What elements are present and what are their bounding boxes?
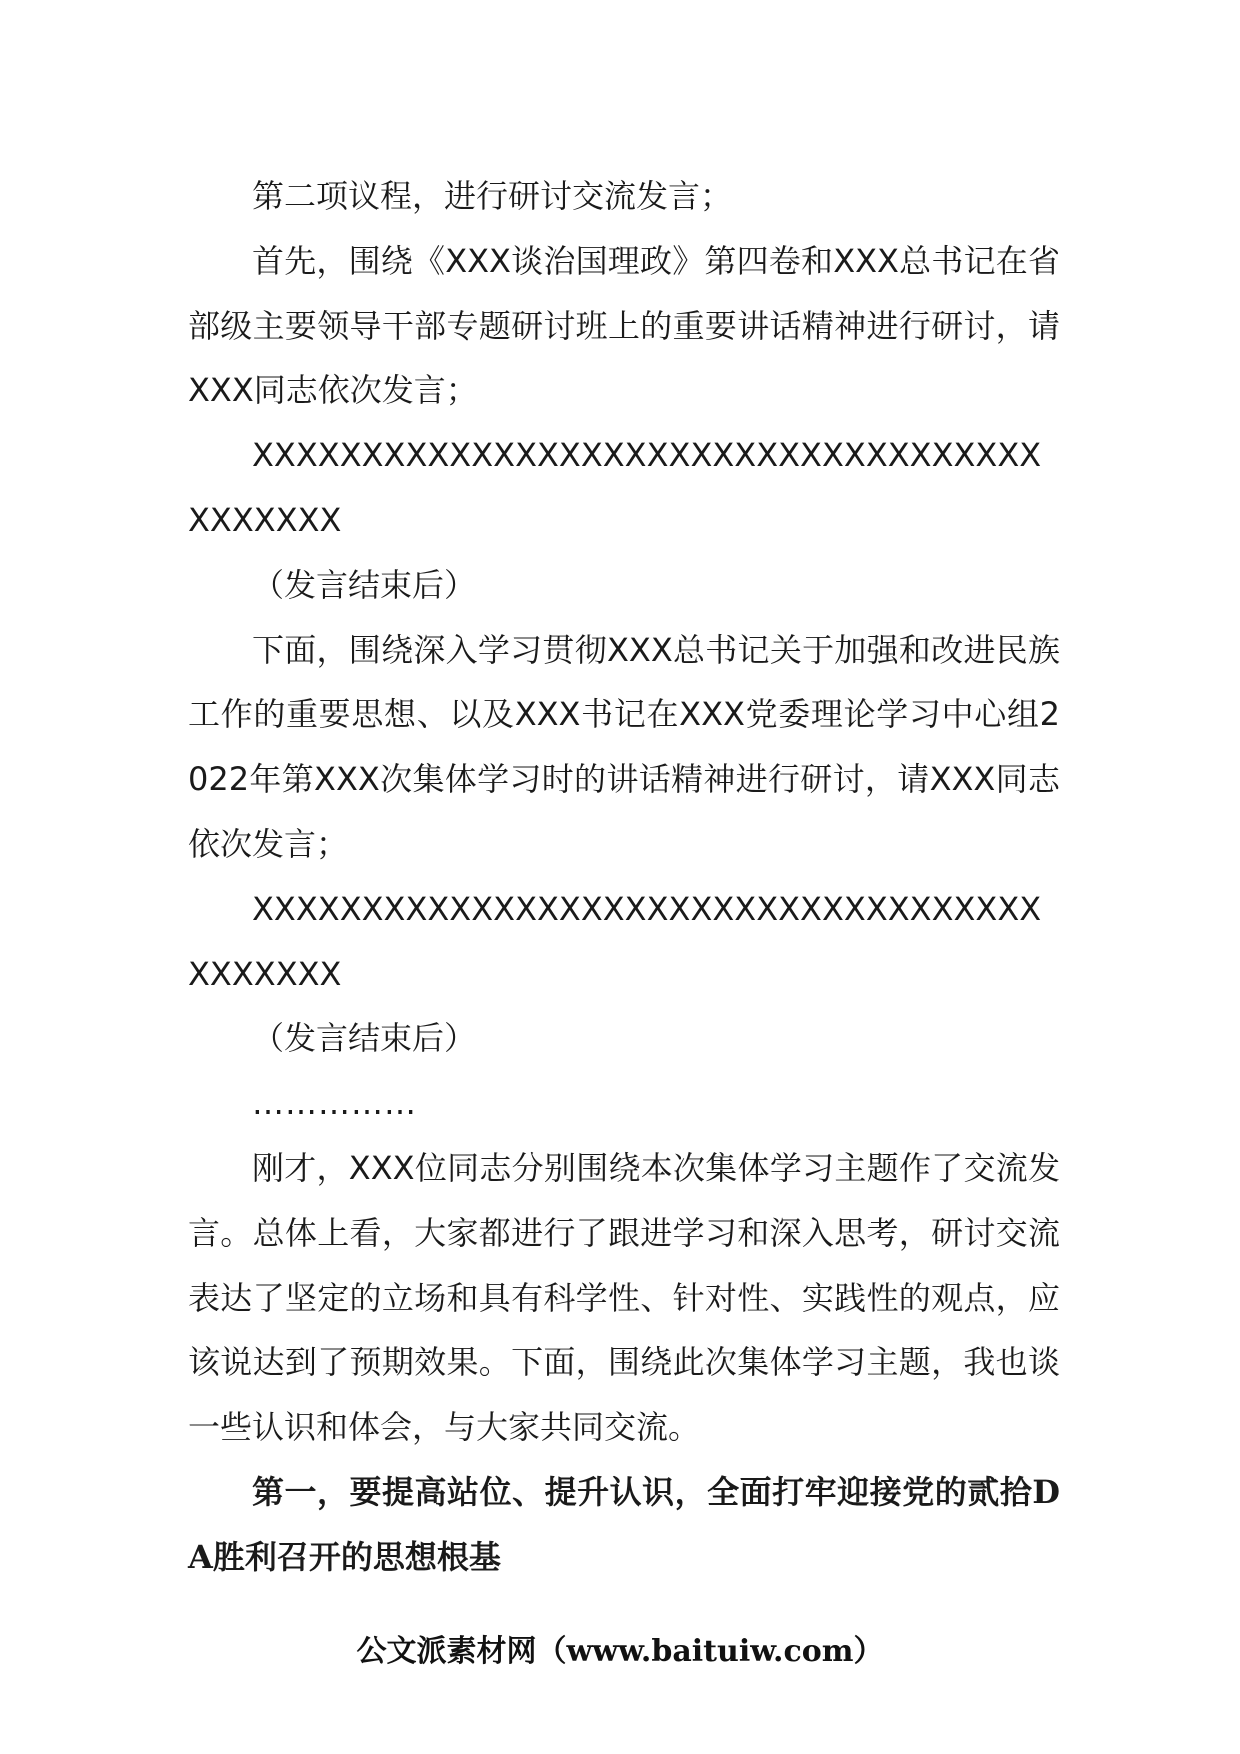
speech-end-note: （发言结束后） <box>252 565 477 604</box>
footer-watermark: 公文派素材网（www.baituiw.com） <box>356 1634 884 1669</box>
summary-paragraph: 刚才，XXX位同志分别围绕本次集体学习主题作了交流发言。总体上看，大家都进行了跟进学习和深入思考，研讨交流表达了坚定的立场和具有科学性、针对性、实践性的观点，应该说达到了预期效果。下面，围绕此次集体学习主题，我也谈一些认识和体会，与大家共同交流。 <box>188 1148 1060 1447</box>
speaker-placeholder: XXXXXXXXXXXXXXXXXXXXXXXXXXXXXXXXXXXXXXXXXXX <box>188 889 1042 993</box>
section-heading: 第一，要提高站位、提升认识，全面打牢迎接党的贰拾DA胜利召开的思想根基 <box>188 1472 1060 1576</box>
discussion-topic-paragraph: 首先，围绕《XXX谈治国理政》第四卷和XXX总书记在省部级主要领导干部专题研讨班上的重要讲话精神进行研讨，请XXX同志依次发言； <box>188 241 1060 410</box>
speech-end-note: （发言结束后） <box>252 1019 477 1058</box>
speaker-placeholder: XXXXXXXXXXXXXXXXXXXXXXXXXXXXXXXXXXXXXXXXXXX <box>188 436 1042 539</box>
agenda-item-paragraph: 第二项议程，进行研讨交流发言； <box>252 177 733 215</box>
discussion-topic-paragraph: 下面，围绕深入学习贯彻XXX总书记关于加强和改进民族工作的重要思想、以及XXX书记在XXX党委理论学习中心组2022年第XXX次集体学习时的讲话精神进行研讨，请XXX同志依次发言； <box>188 630 1060 863</box>
document-body <box>188 164 1060 1590</box>
ellipsis-line: …………… <box>252 1084 417 1123</box>
